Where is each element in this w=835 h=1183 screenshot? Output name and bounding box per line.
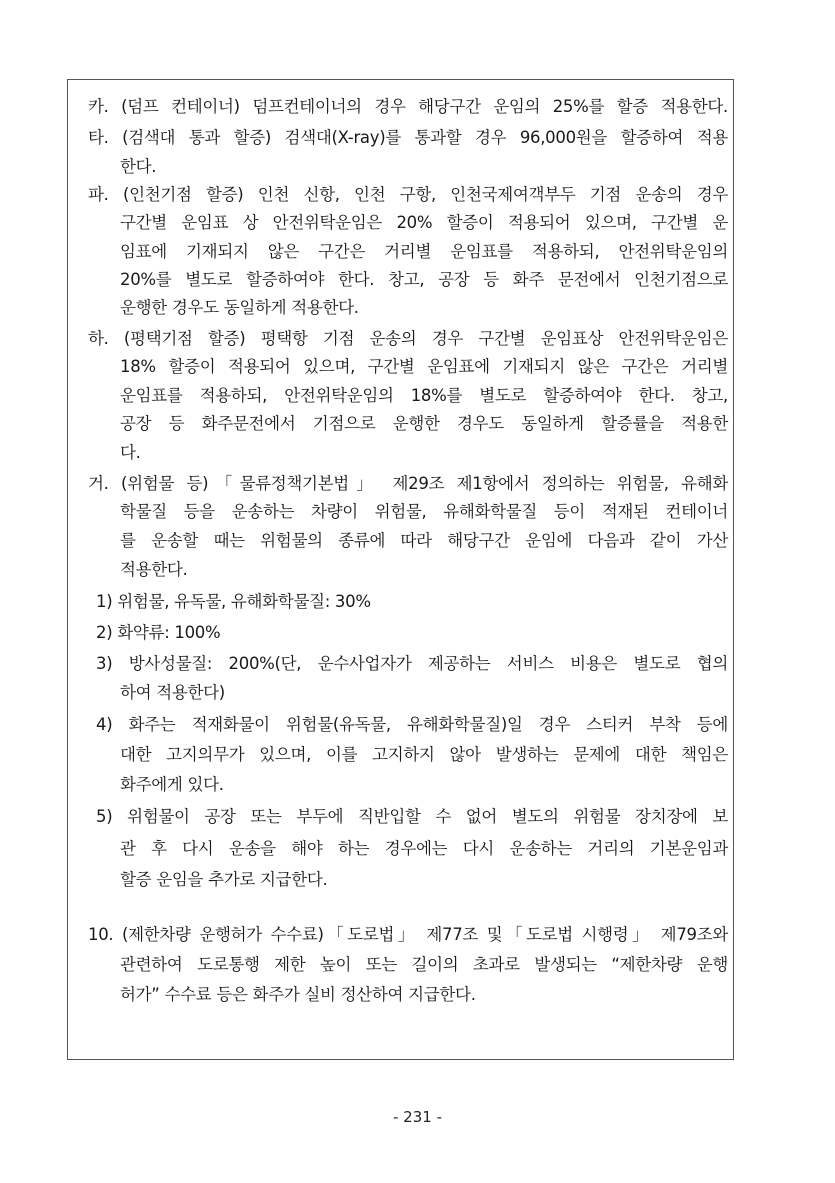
- text-line: 적용한다.: [120, 560, 188, 579]
- text-line: 운임표를 적용하되, 안전위탁운임의 18%를 별도로 할증하여야 한다. 창고,: [120, 386, 728, 405]
- text-line: 18% 할증이 적용되어 있으며, 구간별 운임표에 기재되지 않은 구간은 거리별: [120, 357, 728, 376]
- text-line: 화주에게 있다.: [120, 775, 224, 794]
- page-number: - 231 -: [393, 1108, 442, 1126]
- text-line: 다.: [120, 443, 141, 462]
- text-line: 임표에 기재되지 않은 구간은 거리별 운임표를 적용하되, 안전위탁운임의: [120, 242, 728, 261]
- text-line: 할증 운임을 추가로 지급한다.: [120, 870, 328, 889]
- text-line: 허가” 수수료 등은 화주가 실비 정산하여 지급한다.: [120, 985, 476, 1004]
- text-line: 2) 화약류: 100%: [96, 623, 221, 642]
- text-line: 하여 적용한다): [120, 683, 225, 702]
- text-line: 10. (제한차량 운행허가 수수료)「도로법」 제77조 및「도로법 시행령」 제79조와: [88, 925, 728, 944]
- text-line: 를 운송할 때는 위험물의 종류에 따라 해당구간 운임에 다음과 같이 가산: [120, 531, 728, 550]
- text-line: 하. (평택기점 할증) 평택항 기점 운송의 경우 구간별 운임표상 안전위탁운임은: [88, 329, 728, 348]
- text-line: 구간별 운임표 상 안전위탁운임은 20% 할증이 적용되어 있으며, 구간별 운: [120, 213, 728, 232]
- text-line: 1) 위험물, 유독물, 유해화학물질: 30%: [96, 592, 371, 611]
- text-line: 파. (인천기점 할증) 인천 신항, 인천 구항, 인천국제여객부두 기점 운송의 경우: [88, 185, 728, 204]
- text-line: 한다.: [120, 157, 157, 176]
- text-line: 운행한 경우도 동일하게 적용한다.: [120, 298, 359, 317]
- text-line: 거. (위험물 등)「물류정책기본법」 제29조 제1항에서 정의하는 위험물, 유해화: [88, 474, 728, 493]
- text-line: 3) 방사성물질: 200%(단, 운수사업자가 제공하는 서비스 비용은 별도로 협의: [96, 654, 728, 673]
- text-line: 4) 화주는 적재화물이 위험물(유독물, 유해화학물질)일 경우 스티커 부착 등에: [96, 715, 728, 734]
- text-line: 카. (덤프 컨테이너) 덤프컨테이너의 경우 해당구간 운임의 25%를 할증 적용한다.: [88, 97, 728, 116]
- text-line: 공장 등 화주문전에서 기점으로 운행한 경우도 동일하게 할증률을 적용한: [120, 414, 728, 433]
- text-line: 타. (검색대 통과 할증) 검색대(X-ray)를 통과할 경우 96,000원을 할증하여 적용: [88, 128, 728, 147]
- text-line: 관련하여 도로통행 제한 높이 또는 길이의 초과로 발생되는 “제한차량 운행: [120, 955, 728, 974]
- text-line: 관 후 다시 운송을 해야 하는 경우에는 다시 운송하는 거리의 기본운임과: [120, 839, 728, 858]
- text-line: 5) 위험물이 공장 또는 부두에 직반입할 수 없어 별도의 위험물 장치장에 보: [96, 807, 728, 826]
- text-line: 학물질 등을 운송하는 차량이 위험물, 유해화학물질 등이 적재된 컨테이너: [120, 502, 728, 521]
- text-line: 20%를 별도로 할증하여야 한다. 창고, 공장 등 화주 문전에서 인천기점으로: [120, 270, 728, 289]
- text-line: 대한 고지의무가 있으며, 이를 고지하지 않아 발생하는 문제에 대한 책임은: [120, 745, 728, 764]
